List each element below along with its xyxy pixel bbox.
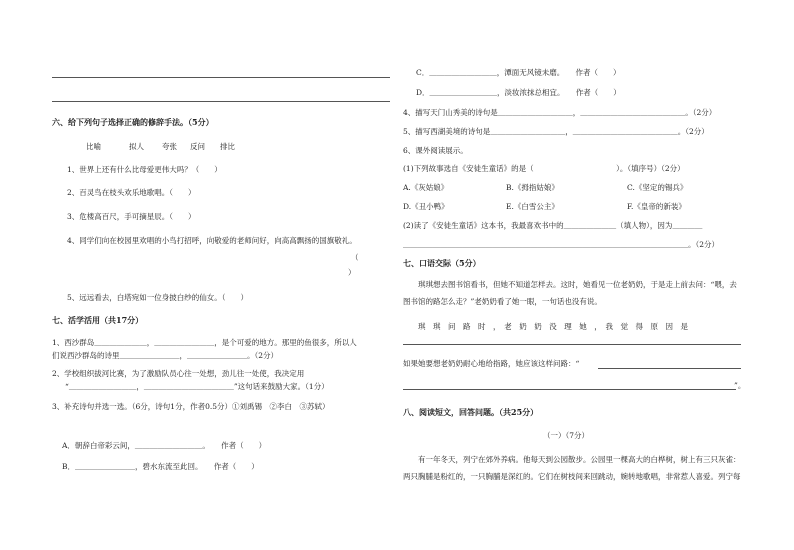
option-5: 排比: [220, 142, 235, 151]
option-2: 拟人: [129, 142, 144, 151]
reading-paragraph-1: 有一年冬天，列宁在郊外养病。他每天到公园散步。公园里一棵高大的白桦树，树上有三只灰雀：: [418, 455, 741, 464]
s6-item-2: 2、百灵鸟在枝头欢乐地歌唱。（ ）: [67, 188, 196, 197]
answer-line: [403, 389, 736, 390]
s6-item-1: 1、世界上还有什么比母爱更伟大吗？（ ）: [67, 165, 222, 174]
book-d: D.《丑小鸭》: [403, 202, 449, 211]
oral-paragraph-4: 如果她要想老奶奶耐心地给指路，她应该这样问路：“: [403, 359, 580, 368]
q5-xihu: 5、描写西湖美境的诗句是＿＿＿＿＿＿＿＿＿＿，＿＿＿＿＿＿＿＿＿＿＿＿＿＿。（2分）: [403, 127, 709, 136]
option-1: 比喻: [86, 142, 101, 151]
s6-item-4: 4、同学们向在校园里欢唱的小鸟打招呼，向敬爱的老师问好，向高高飘扬的国旗敬礼。: [67, 236, 357, 245]
oral-section-title: 七、口语交际（5分）: [403, 258, 481, 268]
s6-item-4-paren-close: ）: [348, 268, 356, 277]
book-e: E.《白雪公主》: [506, 202, 559, 211]
q6-title: 6、课外阅读展示。: [403, 146, 468, 155]
s6-item-5: 5、远远看去，白塔宛如一位身披白纱的仙女。（ ）: [67, 293, 249, 302]
q6-2-line2: ＿＿＿＿＿＿＿＿＿＿＿＿＿＿＿＿＿＿＿＿＿＿＿＿＿＿＿＿＿＿＿＿＿＿＿＿＿＿。（2分）: [403, 240, 720, 249]
option-4: 反问: [190, 142, 205, 151]
s6-item-4-paren-open: （: [351, 253, 359, 262]
poem-c: C．＿＿＿＿＿＿＿＿＿，潭面无风镜未磨。 作者（ ）: [416, 68, 621, 77]
book-c: C.《坚定的锡兵》: [627, 183, 688, 192]
q6-2-line1: (2)读了《安徒生童话》这本书，我最喜欢书中的＿＿＿＿＿＿＿（填人物），因为＿＿＿＿: [403, 221, 703, 230]
answer-line: [403, 344, 741, 345]
q4-tianmen: 4、描写天门山秀美的诗句是＿＿＿＿＿＿＿＿＿＿，＿＿＿＿＿＿＿＿＿＿＿＿＿＿。（2分）: [403, 108, 717, 117]
oral-end-quote: ”。: [734, 381, 746, 390]
answer-line: [598, 368, 741, 369]
s7-q1-line2: 们说西沙群岛的诗里＿＿＿＿＿＿＿＿，＿＿＿＿＿＿＿＿。（2分）: [52, 351, 279, 360]
answer-line: [52, 101, 390, 102]
book-b: B.《拇指姑娘》: [506, 183, 559, 192]
oral-paragraph-2: 图书馆的路怎么走？”老奶奶看了她一眼，一句话也没有说。: [403, 297, 602, 306]
answer-line: [52, 77, 390, 78]
section-6-title: 六、给下列句子选择正确的修辞手法。（5分）: [52, 117, 214, 127]
reading-paragraph-2: 两只胸脯是粉红的，一只胸脯是深红的。它们在树枝间来回跳动，婉转地歌唱，非常惹人喜爱。列宁每: [403, 472, 741, 481]
option-3: 夸张: [162, 142, 177, 151]
s7-q3: 3、补充诗句并选一选。（6分，诗句1分，作者0.5分）①刘禹锡 ②李白 ③苏轼）: [52, 402, 330, 411]
book-a: A.《灰姑娘》: [403, 183, 449, 192]
section-7-title: 七、活学活用（共17分）: [52, 315, 144, 325]
reading-section-title: 八、阅读短文，回答问题。（共25分）: [403, 407, 539, 417]
poem-d: D．＿＿＿＿＿＿＿＿＿，淡妆浓抹总相宜。 作者（ ）: [416, 88, 621, 97]
poem-b: B．＿＿＿＿＿＿＿＿，碧水东流至此回。 作者（ ）: [62, 462, 259, 471]
book-f: F.《皇帝的新装》: [627, 202, 686, 211]
oral-paragraph-3: 琪 琪 问 路 时 ， 老 奶 奶 没 理 她 ， 我 觉 得 原 因 是: [418, 322, 688, 331]
poem-a: A．朝辞白帝彩云间，＿＿＿＿＿＿＿＿＿。 作者（ ）: [62, 441, 267, 450]
oral-paragraph-1: 琪琪想去图书馆看书，但她不知道怎样去。这时，她看见一位老奶奶，于是走上前去问：“喂，去: [418, 280, 737, 289]
q6-1: (1)下列故事选自《安徒生童话》的是（ ）。（填序号）（2分）: [403, 164, 685, 173]
reading-subtitle: （一）（7分）: [543, 431, 590, 440]
s6-item-3: 3、危楼高百尺，手可摘星辰。（ ）: [67, 212, 196, 221]
s7-q2-line1: 2、学校组织拔河比赛，为了激励队员心往一处想，劲儿往一处使，我决定用: [52, 369, 305, 378]
s7-q1-line1: 1、西沙群岛＿＿＿＿＿＿＿，＿＿＿＿＿＿＿＿，是个可爱的地方。那里的鱼很多，所以人: [52, 338, 357, 347]
s7-q2-line2: “＿＿＿＿＿＿＿＿＿，＿＿＿＿＿＿＿＿＿＿＿＿”这句话来鼓励大家。（1分）: [65, 382, 329, 391]
